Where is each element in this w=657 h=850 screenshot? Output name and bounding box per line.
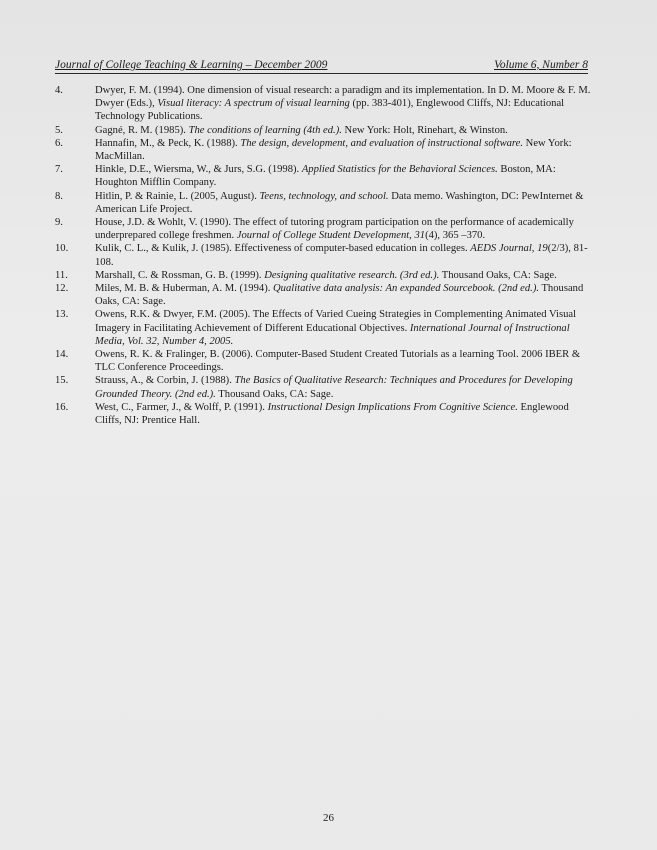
reference-number: 7. xyxy=(55,164,63,176)
reference-text-plain: Hitlin, P. & Rainie, L. (2005, August). xyxy=(95,190,260,202)
reference-text xyxy=(95,401,595,427)
reference-text xyxy=(95,308,595,348)
reference-text-italic: Visual literacy: A spectrum of visual learning xyxy=(157,98,350,110)
reference-text xyxy=(95,124,595,137)
reference-text-plain: Dwyer, F. M. (1994). One dimension of visual research: a paradigm and its implementation. In D. M. Moore & F. M. Dwyer (Eds.), xyxy=(95,85,591,110)
reference-text xyxy=(95,269,595,282)
reference-list xyxy=(55,84,595,427)
reference-text-italic: International Journal of Instructional Media, Vol. 32, Number 4, 2005. xyxy=(95,322,570,347)
reference-text-plain: Boston, MA: Houghton Mifflin Company. xyxy=(95,164,556,189)
reference-number: 13. xyxy=(55,309,69,321)
reference-text-plain: (4), 365 –370. xyxy=(425,230,486,242)
reference-text-plain: New York: MacMillan. xyxy=(95,137,572,163)
reference-item xyxy=(55,282,595,308)
reference-text-plain: (pp. 383-401), Englewood Cliffs, NJ: Educational Technology Publications. xyxy=(95,98,565,123)
reference-number: 11. xyxy=(55,269,68,281)
reference-text-italic: Instructional Design Implications From Cognitive Science. xyxy=(267,401,518,413)
reference-text-italic: Teens, technology, and school. xyxy=(259,190,389,202)
page-number: 26 xyxy=(323,812,334,824)
reference-text-plain: Thousand Oaks, CA: Sage. xyxy=(215,388,334,400)
volume-number: Volume 6, Number 8 xyxy=(494,59,588,71)
reference-number: 9. xyxy=(55,217,63,229)
reference-item xyxy=(55,348,595,374)
reference-text xyxy=(95,348,595,374)
reference-text xyxy=(95,190,595,216)
reference-text-plain: Thousand Oaks, CA: Sage. xyxy=(439,269,557,281)
reference-number: 10. xyxy=(55,243,69,255)
reference-text-plain: Hannafin, M., & Peck, K. (1988). xyxy=(95,137,241,149)
reference-number: 8. xyxy=(55,190,63,202)
reference-number: 4. xyxy=(55,85,63,96)
reference-text xyxy=(95,242,595,268)
reference-text-plain: Miles, M. B. & Huberman, A. M. (1994). xyxy=(95,283,274,295)
reference-text-italic: Designing qualitative research. (3rd ed.). xyxy=(264,269,440,281)
reference-text xyxy=(95,163,595,189)
reference-text-italic: AEDS Journal, 19 xyxy=(470,243,548,255)
reference-text xyxy=(95,216,595,242)
reference-text-plain: (2/3), 81-108. xyxy=(95,243,588,268)
reference-text-italic: The conditions of learning (4th ed.). xyxy=(188,124,342,136)
journal-title: Journal of College Teaching & Learning – December 2009 xyxy=(55,59,328,71)
reference-text xyxy=(95,374,595,400)
reference-item xyxy=(55,124,595,137)
reference-text-plain: Hinkle, D.E., Wiersma, W., & Jurs, S.G. (1998). xyxy=(95,164,302,176)
reference-text-plain: Gagné, R. M. (1985). xyxy=(95,124,189,136)
reference-text-italic: Applied Statistics for the Behavioral Sciences. xyxy=(301,164,498,176)
reference-text-plain: House, J.D. & Wohlt, V. (1990). The effect of tutoring program participation on the performance of academically underprepared college freshmen. xyxy=(95,217,574,242)
reference-item xyxy=(55,242,595,268)
reference-item xyxy=(55,401,595,427)
reference-text xyxy=(95,137,595,163)
reference-item xyxy=(55,190,595,216)
reference-text-plain: Thousand Oaks, CA: Sage. xyxy=(95,283,584,308)
reference-item xyxy=(55,84,595,124)
reference-item xyxy=(55,163,595,189)
reference-number: 14. xyxy=(55,349,69,361)
reference-text-plain: Owens, R. K. & Fralinger, B. (2006). Computer-Based Student Created Tutorials as a learning Tool. 2006 IBER & TLC Conference Proceedings. xyxy=(95,349,581,374)
reference-item xyxy=(55,137,595,163)
reference-text-plain: Kulik, C. L., & Kulik, J. (1985). Effectiveness of computer-based education in colleges. xyxy=(95,243,471,255)
reference-item xyxy=(55,269,595,282)
reference-number: 6. xyxy=(55,137,63,149)
reference-text xyxy=(95,84,595,124)
reference-number: 15. xyxy=(55,375,69,387)
running-header xyxy=(55,58,588,74)
reference-text-plain: Owens, R.K. & Dwyer, F.M. (2005). The Effects of Varied Cueing Strategies in Complementing Animated Visual Imagery in Facilitating Achievement of Different Educational Objectives. xyxy=(95,309,577,334)
reference-text-plain: Strauss, A., & Corbin, J. (1988). xyxy=(95,375,235,387)
reference-number: 5. xyxy=(55,124,63,136)
reference-item xyxy=(55,374,595,400)
reference-number: 16. xyxy=(55,401,69,413)
reference-text-plain: West, C., Farmer, J., & Wolff, P. (1991). xyxy=(95,401,268,413)
reference-text-plain: Englewood Cliffs, NJ: Prentice Hall. xyxy=(95,401,569,427)
reference-text-italic: The design, development, and evaluation of instructional software. xyxy=(240,137,524,149)
reference-number: 12. xyxy=(55,283,69,295)
reference-text-plain: Marshall, C. & Rossman, G. B. (1999). xyxy=(95,269,265,281)
reference-text-italic: Journal of College Student Development, 31 xyxy=(236,230,426,242)
reference-item xyxy=(55,216,595,242)
reference-text-italic: The Basics of Qualitative Research: Techniques and Procedures for Developing Grounded Theory. (2nd ed.). xyxy=(95,375,573,400)
reference-text-plain: Data memo. Washington, DC: PewInternet & American Life Project. xyxy=(95,190,584,215)
reference-text-italic: Qualitative data analysis: An expanded Sourcebook. (2nd ed.). xyxy=(273,283,539,295)
reference-text xyxy=(95,282,595,308)
reference-text-plain: New York: Holt, Rinehart, & Winston. xyxy=(341,124,508,136)
reference-item xyxy=(55,308,595,348)
